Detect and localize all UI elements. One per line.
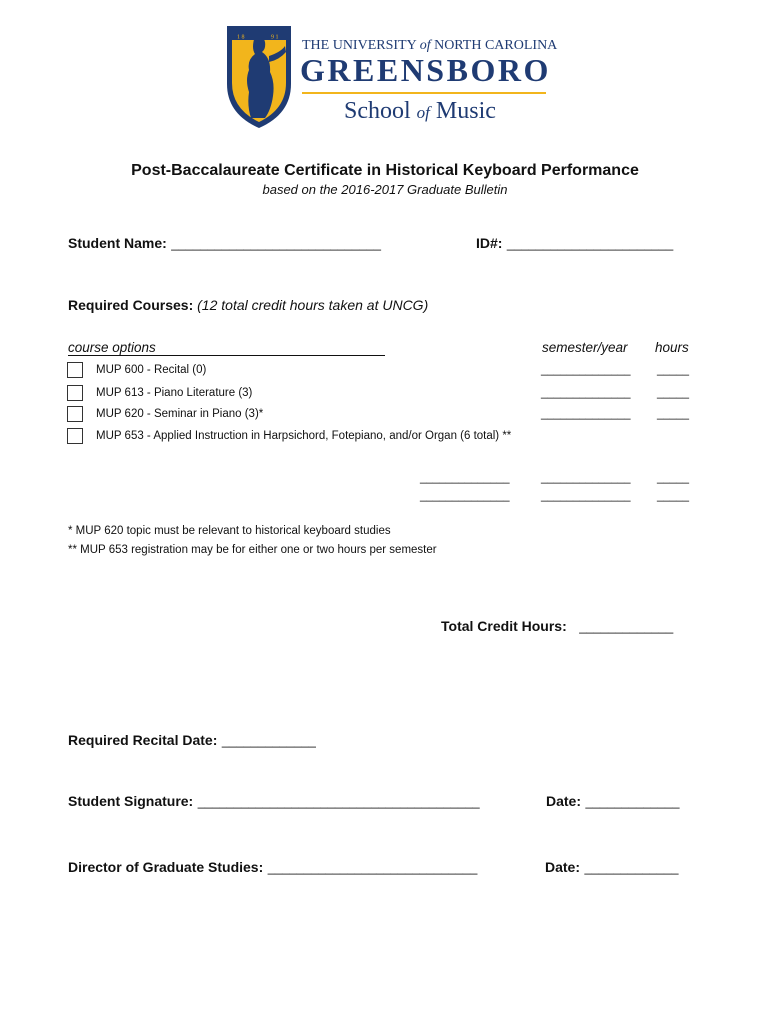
hours-field[interactable]: _____	[657, 408, 689, 420]
total-credit-hours-row	[441, 618, 673, 636]
required-courses-label: Required Courses:	[68, 297, 194, 313]
extra-semester-field[interactable]: ______________	[420, 490, 510, 502]
student-signature-row	[68, 793, 480, 811]
required-courses-heading	[68, 297, 428, 313]
course-checkbox[interactable]	[67, 428, 83, 444]
signature-date-field[interactable]: _____________	[585, 794, 680, 809]
director-signature-label: Director of Graduate Studies:	[68, 859, 264, 875]
extra-semester-field[interactable]: ______________	[541, 490, 631, 502]
school-of-music-wordmark: School of Music	[344, 98, 496, 124]
course-label: MUP 620 - Seminar in Piano (3)*	[96, 408, 264, 420]
semester-year-field[interactable]: ______________	[541, 408, 631, 420]
hours-field[interactable]: _____	[657, 364, 689, 376]
course-label: MUP 613 - Piano Literature (3)	[96, 387, 253, 399]
semester-year-field[interactable]: ______________	[541, 364, 631, 376]
signature-date-label: Date:	[546, 793, 582, 809]
university-name: THE UNIVERSITY of NORTH CAROLINA	[302, 38, 558, 53]
logo-gold-rule	[302, 92, 546, 94]
course-checkbox[interactable]	[67, 385, 83, 401]
greensboro-wordmark: GREENSBORO	[300, 52, 551, 88]
student-id-label: ID#:	[476, 235, 503, 251]
recital-date-row	[68, 732, 316, 750]
hours-header: hours	[655, 340, 689, 355]
course-options-header: course options	[68, 340, 385, 356]
course-checkbox[interactable]	[67, 362, 83, 378]
director-date-label: Date:	[545, 859, 581, 875]
hours-field[interactable]: _____	[657, 387, 689, 399]
svg-text:1 8: 1 8	[237, 34, 245, 41]
student-signature-label: Student Signature:	[68, 793, 194, 809]
document-subtitle: based on the 2016-2017 Graduate Bulletin	[262, 182, 508, 197]
director-date-field[interactable]: _____________	[584, 860, 679, 875]
director-signature-field[interactable]: _____________________________	[267, 860, 478, 875]
student-id-field[interactable]: _______________________	[506, 236, 674, 251]
director-date-row	[545, 859, 678, 877]
recital-date-field[interactable]: _____________	[221, 733, 316, 748]
course-label: MUP 600 - Recital (0)	[96, 364, 207, 376]
student-name-label: Student Name:	[68, 235, 167, 251]
footnote: ** MUP 653 registration may be for either one or two hours per semester	[68, 544, 437, 556]
extra-hours-field[interactable]: _____	[657, 472, 689, 484]
course-label: MUP 653 - Applied Instruction in Harpsichord, Fotepiano, and/or Organ (6 total) **	[96, 430, 512, 442]
extra-hours-field[interactable]: _____	[657, 490, 689, 502]
total-credit-hours-field[interactable]: _____________	[579, 619, 674, 634]
signature-date-row	[546, 793, 679, 811]
required-courses-note: (12 total credit hours taken at UNCG)	[197, 297, 429, 313]
document-title: Post-Baccalaureate Certificate in Historical Keyboard Performance	[131, 162, 639, 179]
course-checkbox[interactable]	[67, 406, 83, 422]
extra-semester-field[interactable]: ______________	[541, 472, 631, 484]
svg-text:9 1: 9 1	[271, 34, 279, 41]
student-signature-field[interactable]: _______________________________________	[197, 794, 480, 809]
director-signature-row	[68, 859, 477, 877]
semester-year-field[interactable]: ______________	[541, 387, 631, 399]
semester-year-header: semester/year	[542, 340, 628, 355]
student-id-row	[476, 235, 673, 253]
student-name-row	[68, 235, 381, 253]
total-credit-hours-label: Total Credit Hours:	[441, 618, 567, 634]
footnote: * MUP 620 topic must be relevant to historical keyboard studies	[68, 525, 391, 537]
student-name-field[interactable]: _____________________________	[171, 236, 381, 251]
extra-semester-field[interactable]: ______________	[420, 472, 510, 484]
recital-date-label: Required Recital Date:	[68, 732, 218, 748]
